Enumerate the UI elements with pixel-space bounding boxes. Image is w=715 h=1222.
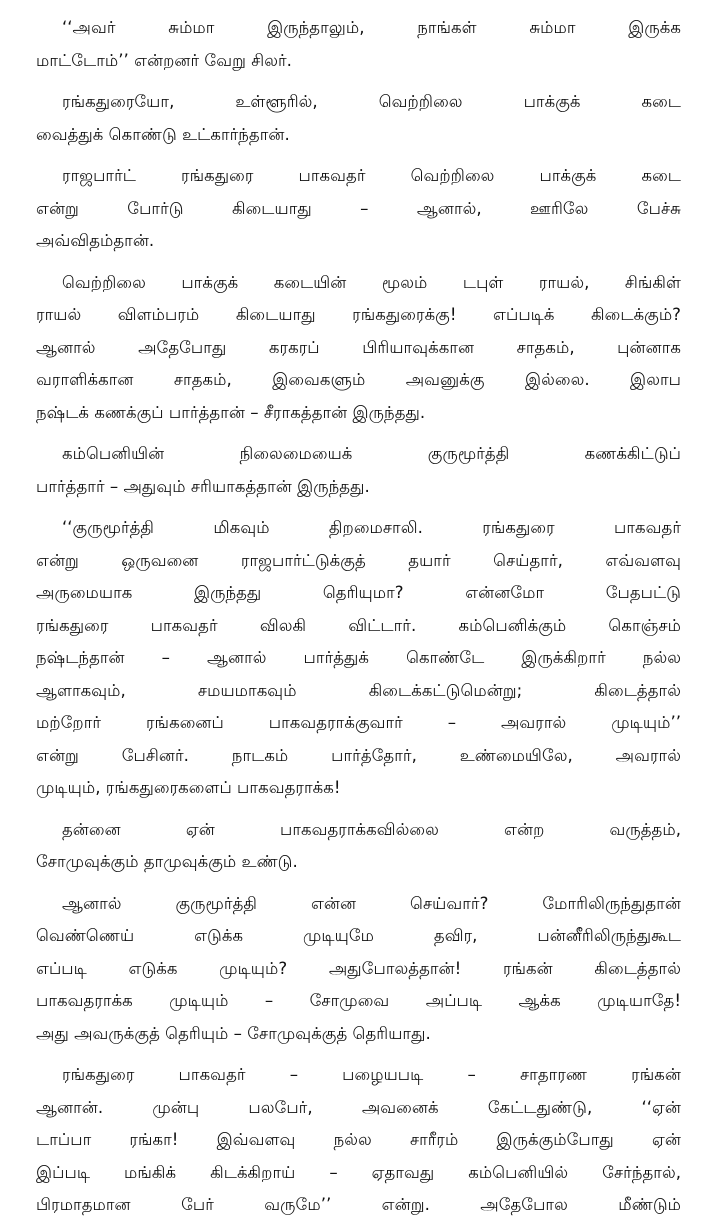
text-line: அருமையாக இருந்தது தெரியுமா? என்னமோ பேதபட்டு: [36, 583, 681, 602]
text-line: முடியும், ரங்கதுரைகளைப் பாகவதராக்க!: [36, 778, 341, 797]
paragraph: [36, 512, 681, 805]
paragraph: [36, 438, 681, 503]
text-line: என்று ஒருவனை ராஜபார்ட்டுக்குத் தயார் செய்தார், எவ்வளவு: [36, 550, 681, 570]
text-line: ரங்கதுரை பாகவதர் விலகி விட்டார். கம்பெனிக்கும் கொஞ்சம்: [36, 615, 681, 635]
text-line: மற்றோர் ரங்கனைப் பாகவதராக்குவார் – அவரால் முடியும்’’: [36, 713, 681, 732]
text-line: ராயல் விளம்பரம் கிடையாது ரங்கதுரைக்கு! எப்படிக் கிடைக்கும்?: [36, 305, 681, 324]
text-line: நஷ்டந்தான் – ஆனால் பார்த்துக் கொண்டே இருக்கிறார் நல்ல: [36, 648, 681, 667]
text-line: ஆனால் குருமூர்த்தி என்ன செய்வார்? மோரிலிருந்துதான்: [62, 893, 681, 913]
text-line: வராளிக்கான சாதகம், இவைகளும் அவனுக்கு இல்லை. இலாப: [36, 370, 681, 389]
paragraph: [36, 160, 681, 258]
text-line: ரங்கதுரை பாகவதர் – பழையபடி – சாதாரண ரங்கன்: [62, 1065, 681, 1084]
text-line: என்று பேசினர். நாடகம் பார்த்தோர், உண்மையிலே, அவரால்: [36, 745, 681, 765]
text-line: எப்படி எடுக்க முடியும்? அதுபோலத்தான்! ரங்கன் கிடைத்தால்: [36, 958, 681, 978]
text-line: பிரமாதமான பேர் வருமே’’ என்று. அதேபோல மீண்டும்: [36, 1195, 681, 1214]
text-line: கம்பெனியின் நிலைமையைக் குருமூர்த்தி கணக்கிட்டுப்: [62, 444, 681, 463]
text-line: டாப்பா ரங்கா! இவ்வளவு நல்ல சாரீரம் இருக்கும்போது ஏன்: [36, 1130, 681, 1149]
text-line: ஆனான். முன்பு பலபேர், அவனைக் கேட்டதுண்டு, ‘‘ஏன்: [36, 1097, 681, 1117]
paragraph: [36, 1059, 681, 1222]
paragraph: [36, 12, 681, 77]
text-line: மாட்டோம்’’ என்றனர் வேறு சிலர்.: [36, 50, 292, 70]
text-line: என்று போர்டு கிடையாது – ஆனால், ஊரிலே பேச்சு: [36, 198, 681, 218]
text-line: சோமுவுக்கும் தாமுவுக்கும் உண்டு.: [36, 852, 298, 871]
text-line: வெண்ணெய் எடுக்க முடியுமே தவிர, பன்னீரிலிருந்துகூட: [36, 926, 681, 945]
text-line: அது அவருக்குத் தெரியும் – சோமுவுக்குத் தெரியாது.: [36, 1023, 431, 1043]
text-line: வெற்றிலை பாக்குக் கடையின் மூலம் டபுள் ராயல், சிங்கிள்: [62, 272, 681, 292]
text-line: வைத்துக் கொண்டு உட்கார்ந்தான்.: [36, 124, 290, 144]
paragraph: [36, 814, 681, 879]
text-line: தன்னை ஏன் பாகவதராக்கவில்லை என்ற வருத்தம்,: [62, 819, 681, 839]
text-line: நஷ்டக் கணக்குப் பார்த்தான் – சீராகத்தான் இருந்தது.: [36, 402, 426, 422]
text-line: ரங்கதுரையோ, உள்ளூரில், வெற்றிலை பாக்குக் கடை: [62, 92, 681, 111]
text-line: பாகவதராக்க முடியும் – சோமுவை அப்படி ஆக்க முடியாதே!: [36, 991, 681, 1010]
text-line: அவ்விதம்தான்.: [36, 231, 155, 250]
text-line: இப்படி மங்கிக் கிடக்கிறாய் – ஏதாவது கம்பெனியில் சேர்ந்தால்,: [36, 1162, 681, 1182]
text-line: ‘‘குருமூர்த்தி மிகவும் திறமைசாலி. ரங்கதுரை பாகவதர்: [62, 518, 681, 537]
paragraph: [36, 86, 681, 151]
text-line: ஆனால் அதேபோது கரகரப் பிரியாவுக்கான சாதகம், புன்னாக: [36, 337, 681, 357]
text-line: பார்த்தார் – அதுவும் சரியாகத்தான் இருந்தது.: [36, 476, 370, 496]
text-line: ‘‘அவர் சும்மா இருந்தாலும், நாங்கள் சும்மா இருக்க: [62, 18, 681, 37]
text-line: ராஜபார்ட் ரங்கதுரை பாகவதர் வெற்றிலை பாக்குக் கடை: [62, 166, 681, 185]
text-line: ஆளாகவும், சமயமாகவும் கிடைக்கட்டுமென்று; கிடைத்தால்: [36, 680, 681, 700]
paragraph: [36, 888, 681, 1051]
paragraph: [36, 267, 681, 430]
